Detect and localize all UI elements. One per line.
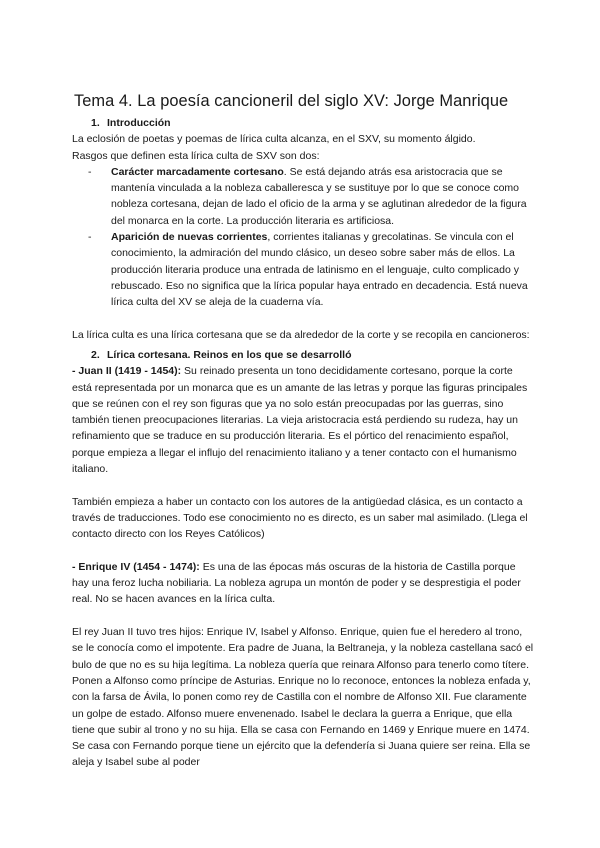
- paragraph: - Juan II (1419 - 1454): Su reinado presenta un tono decididamente cortesano, porque la corte está representada por un monarca que es un amante de las letras y porque las figuras principales que se reúnen con el rey son figuras que ya no solo están preocupadas por las guerras, sino también tienen preocupaciones literarias. La vieja aristocracia está perdiendo su rudeza, hay un refinamiento que se traduce en su producción literaria. Es el pórtico del renacimiento español, porque empieza a llegar el influjo del renacimiento italiano y a tener contacto con el humanismo italiano.: [72, 365, 528, 476]
- spacer: [72, 311, 534, 327]
- section-lirica-cortesana: [72, 347, 534, 771]
- spacer: [72, 477, 534, 493]
- section-introduction: [72, 115, 534, 343]
- paragraph: La lírica culta es una lírica cortesana que se da alrededor de la corte y se recopila en cancioneros:: [72, 328, 530, 341]
- paragraph: La eclosión de poetas y poemas de lírica culta alcanza, en el SXV, su momento álgido.: [72, 133, 476, 146]
- section-heading: 2. Lírica cortesana. Reinos en los que se desarrolló: [91, 349, 352, 361]
- section-heading: 1. Introducción: [91, 117, 171, 129]
- paragraph: También empieza a haber un contacto con los autores de la antigüedad clásica, es un contacto a través de traducciones. Todo ese conocimiento no es directo, es un saber mal asimilado. (Llega el contacto directo con los Reyes Católicos): [72, 495, 528, 541]
- spacer: [72, 608, 534, 624]
- bullet-item: - Aparición de nuevas corrientes, corrientes italianas y grecolatinas. Se vincula con el conocimiento, la admiración del mundo clásico, un deseo sobre saber más de ellos. La producción literaria produce una entrada de latinismo en el lenguaje, culto complicado y rebuscado. Eso no significa que la lírica popular haya entrado en decadencia. Está nueva lírica culta del XV se aleja de la cuaderna vía.: [88, 231, 528, 309]
- page-title: Tema 4. La poesía cancioneril del siglo XV: Jorge Manrique: [74, 92, 509, 110]
- spacer: [72, 543, 534, 559]
- bullet-item: - Carácter marcadamente cortesano. Se está dejando atrás esa aristocracia que se mantenía vinculada a la nobleza caballeresca y se sustituye por lo que se conoce como nobleza cortesana, dejan de lado el oficio de la arma y se aglutinan alrededor de la figura del monarca en la corte. La producción literaria es artificiosa.: [88, 165, 527, 227]
- paragraph: Rasgos que definen esta lírica culta de SXV son dos:: [72, 149, 320, 162]
- paragraph: - Enrique IV (1454 - 1474): Es una de las épocas más oscuras de la historia de Castilla porque hay una feroz lucha nobiliaria. La nobleza agrupa un montón de poder y se desprestigia el poder real. No se hacen avances en la lírica culta.: [72, 560, 521, 606]
- paragraph: El rey Juan II tuvo tres hijos: Enrique IV, Isabel y Alfonso. Enrique, quien fue el heredero al trono, se le conocía como el impotente. Era padre de Juana, la Beltraneja, y la nobleza castellana sacó el bulo de que no es su hija legítima. La nobleza quería que reinara Alfonso para tenerlo como títere. Ponen a Alfonso como príncipe de Asturias. Enrique no lo reconoce, entonces la nobleza enfada y, con la farsa de Ávila, lo ponen como rey de Castilla con el nombre de Alfonso XII. Fue claramente un golpe de estado. Alfonso muere envenenado. Isabel le declara la guerra a Enrique, que ella tiene que subir al trono y no su hija. Ella se casa con Fernando en 1469 y Enrique muere en 1474. Se casa con Fernando porque tiene un ejército que la defendería si Juana quiere ser reina. Ella se aleja y Isabel sube al poder: [72, 626, 534, 769]
